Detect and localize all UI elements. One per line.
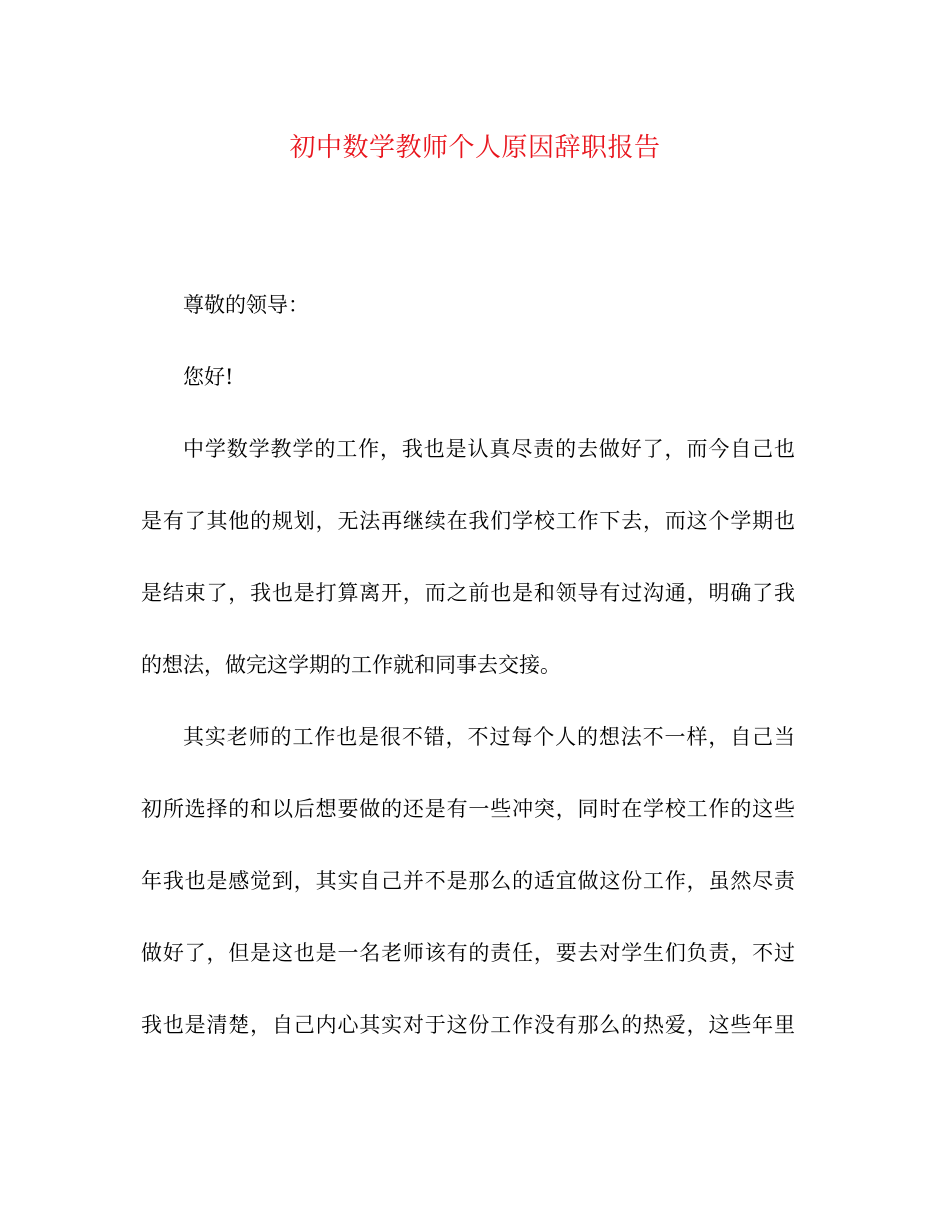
paragraph-2-line-4: 做好了，但是这也是一名老师该有的责任，要去对学生们负责，不过 [141, 941, 795, 965]
paragraph-1-line-4: 的想法，做完这学期的工作就和同事去交接。 [141, 653, 561, 677]
salutation: 尊敬的领导： [183, 293, 309, 317]
paragraph-1-line-2: 是有了其他的规划，无法再继续在我们学校工作下去，而这个学期也 [141, 509, 795, 533]
paragraph-2-line-1: 其实老师的工作也是很不错，不过每个人的想法不一样，自己当 [183, 725, 795, 749]
paragraph-1-line-1: 中学数学教学的工作，我也是认真尽责的去做好了，而今自己也 [183, 437, 795, 461]
paragraph-2-line-3: 年我也是感觉到，其实自己并不是那么的适宜做这份工作，虽然尽责 [141, 869, 795, 893]
paragraph-1-line-3: 是结束了，我也是打算离开，而之前也是和领导有过沟通，明确了我 [141, 581, 795, 605]
paragraph-2-line-5: 我也是清楚，自己内心其实对于这份工作没有那么的热爱，这些年里 [141, 1013, 795, 1037]
paragraph-2-line-2: 初所选择的和以后想要做的还是有一些冲突，同时在学校工作的这些 [141, 797, 795, 821]
document-body [141, 286, 795, 1078]
greeting: 您好! [183, 365, 234, 389]
document-title: 初中数学教师个人原因辞职报告 [289, 133, 661, 163]
